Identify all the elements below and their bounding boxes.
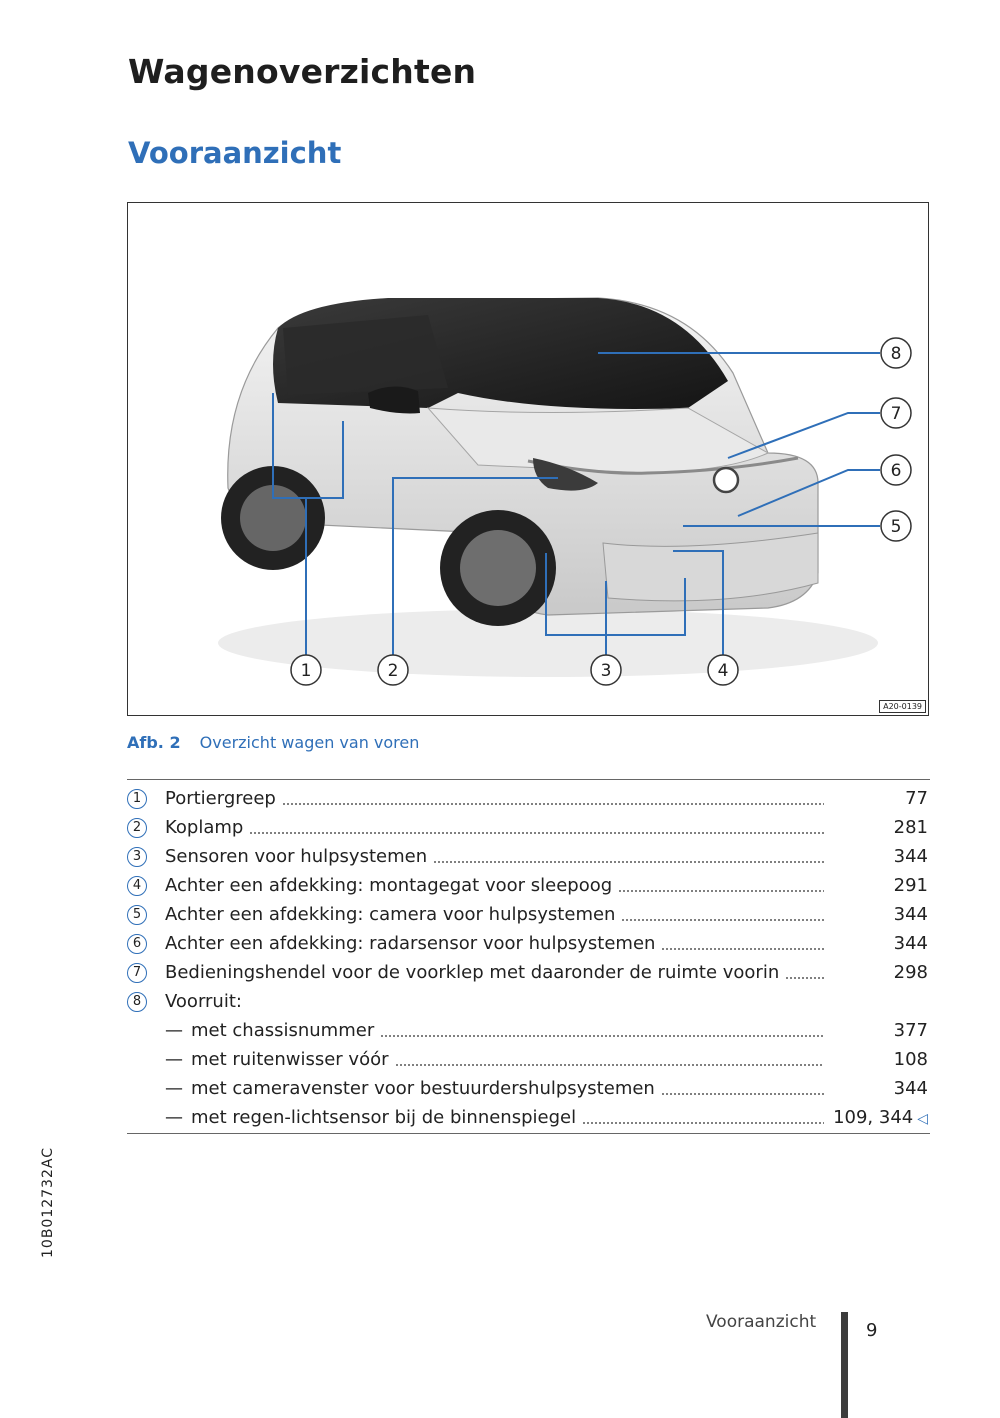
- leader-dots: [249, 831, 824, 835]
- page-reference[interactable]: 344: [893, 1078, 928, 1099]
- car-illustration: [128, 203, 929, 716]
- legend-sub-item: [127, 1016, 930, 1045]
- legend-item: [127, 929, 930, 958]
- footer-bar: [841, 1312, 848, 1418]
- leader-dots: [282, 802, 824, 806]
- legend-item: [127, 784, 930, 813]
- svg-text:8: 8: [890, 344, 902, 364]
- callout-5: [881, 511, 911, 541]
- legend-sub-label: met chassisnummer: [191, 1020, 375, 1041]
- svg-text:4: 4: [717, 661, 729, 681]
- callout-3: [591, 655, 621, 685]
- legend-item: [127, 987, 930, 1016]
- front-rim: [460, 530, 536, 606]
- dash-bullet: —: [165, 1107, 183, 1128]
- page-reference-text: 109, 344: [833, 1107, 914, 1128]
- page-reference[interactable]: 344: [893, 933, 928, 954]
- page-reference[interactable]: 77: [905, 788, 928, 809]
- document-code: 10B012732AC: [40, 1147, 56, 1258]
- dash-bullet: —: [165, 1049, 183, 1070]
- page-reference[interactable]: 291: [893, 875, 928, 896]
- figure-code: A20-0139: [879, 700, 926, 713]
- page-reference[interactable]: 344: [893, 904, 928, 925]
- legend-top-rule: [127, 779, 930, 780]
- legend-label: Bedieningshendel voor de voorklep met daaronder de ruimte voorin: [165, 962, 780, 983]
- page-reference[interactable]: [828, 1107, 930, 1128]
- callout-1: [291, 655, 321, 685]
- legend-label: Achter een afdekking: camera voor hulpsystemen: [165, 904, 616, 925]
- legend-marker: 2: [127, 818, 147, 838]
- leader-dots: [621, 918, 824, 922]
- footer-section-title: Vooraanzicht: [706, 1312, 817, 1332]
- legend-item: [127, 900, 930, 929]
- legend-label: Voorruit:: [165, 991, 242, 1012]
- leader-dots: [395, 1063, 825, 1067]
- leader-dots: [661, 1092, 824, 1096]
- legend-label: Achter een afdekking: montagegat voor sleepoog: [165, 875, 613, 896]
- legend-sub-label: met regen-lichtsensor bij de binnenspiegel: [191, 1107, 577, 1128]
- dash-bullet: —: [165, 1078, 183, 1099]
- section-title: Vooraanzicht: [128, 136, 342, 170]
- svg-text:5: 5: [890, 517, 902, 537]
- svg-text:7: 7: [890, 404, 902, 424]
- page-reference[interactable]: 344: [893, 846, 928, 867]
- caption-number: Afb. 2: [127, 733, 181, 752]
- leader-dots: [618, 889, 824, 893]
- footer-page-number: 9: [866, 1320, 878, 1341]
- svg-text:6: 6: [890, 461, 902, 481]
- page-reference[interactable]: 108: [893, 1049, 928, 1070]
- vw-logo: [714, 468, 738, 492]
- legend-list: [127, 784, 930, 1132]
- figure-caption: [127, 733, 419, 752]
- svg-text:2: 2: [387, 661, 399, 681]
- legend-marker: 4: [127, 876, 147, 896]
- callout-2: [378, 655, 408, 685]
- legend-marker: 7: [127, 963, 147, 983]
- legend-marker: 5: [127, 905, 147, 925]
- page-reference[interactable]: 298: [893, 962, 928, 983]
- legend-sub-item: [127, 1045, 930, 1074]
- legend-marker: 6: [127, 934, 147, 954]
- legend-item: [127, 871, 930, 900]
- dash-bullet: —: [165, 1020, 183, 1041]
- caption-text: Overzicht wagen van voren: [199, 733, 420, 752]
- legend-label: Portiergreep: [165, 788, 276, 809]
- page-reference[interactable]: 377: [893, 1020, 928, 1041]
- leader-dots: [433, 860, 824, 864]
- callout-4: [708, 655, 738, 685]
- legend-sub-item: [127, 1074, 930, 1103]
- callout-6: [881, 455, 911, 485]
- legend-bottom-rule: [127, 1133, 930, 1134]
- svg-text:1: 1: [300, 661, 312, 681]
- leader-dots: [785, 976, 824, 980]
- legend-sub-label: met ruitenwisser vóór: [191, 1049, 389, 1070]
- section-end-icon: ◁: [917, 1111, 928, 1127]
- legend-sub-label: met cameravenster voor bestuurdershulpsystemen: [191, 1078, 655, 1099]
- callout-8: [881, 338, 911, 368]
- legend-sub-item: [127, 1103, 930, 1132]
- leader-dots: [582, 1121, 824, 1125]
- legend-marker: 1: [127, 789, 147, 809]
- vehicle-figure: [127, 202, 929, 716]
- legend-item: [127, 842, 930, 871]
- svg-text:3: 3: [600, 661, 612, 681]
- legend-label: Koplamp: [165, 817, 244, 838]
- legend-label: Achter een afdekking: radarsensor voor hulpsystemen: [165, 933, 656, 954]
- leader-dots: [380, 1034, 824, 1038]
- page-title: Wagenoverzichten: [128, 52, 477, 91]
- legend-marker: 3: [127, 847, 147, 867]
- legend-item: [127, 958, 930, 987]
- side-window: [283, 315, 448, 395]
- legend-label: Sensoren voor hulpsystemen: [165, 846, 428, 867]
- legend-marker: 8: [127, 992, 147, 1012]
- callout-7: [881, 398, 911, 428]
- page-reference[interactable]: 281: [893, 817, 928, 838]
- leader-dots: [661, 947, 824, 951]
- legend-item: [127, 813, 930, 842]
